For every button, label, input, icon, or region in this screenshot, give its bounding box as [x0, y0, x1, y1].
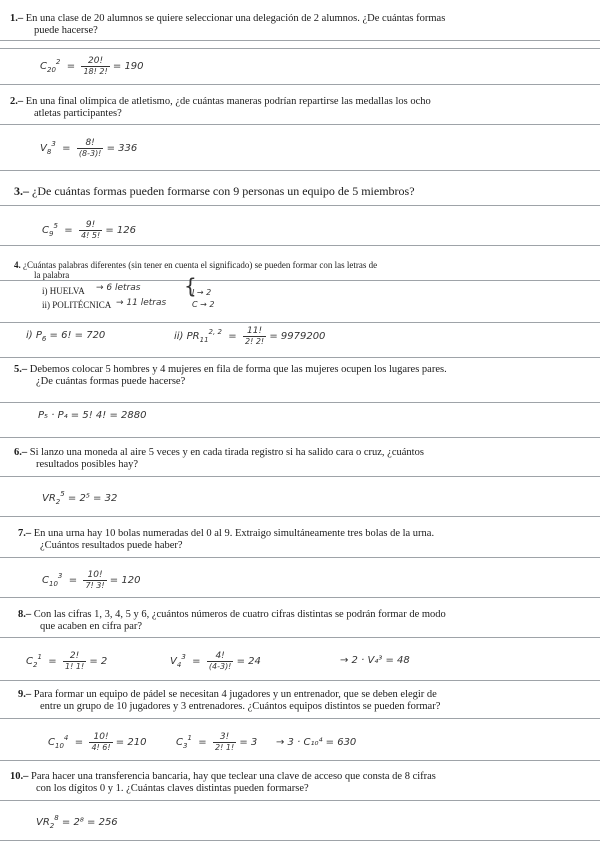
question-text: Con las cifras 1, 3, 4, 5 y 6, ¿cuántos números de cuatro cifras distintas se podrán formar de modo: [33, 609, 446, 620]
question-text-cont: con los dígitos 0 y 1. ¿Cuántas claves distintas pueden formarse?: [36, 783, 309, 794]
question-number: 5.–: [14, 364, 28, 375]
answer-3: $C_9^5$ = $\frac{9!}{4! 5!}$ = 126: [42, 220, 136, 240]
fraction: [243, 326, 266, 346]
numerator: 9!: [79, 220, 102, 231]
superscript: 2, 2: [208, 328, 222, 336]
question-text: ¿De cuántas formas pueden formarse con 9 personas un equipo de 5 miembros?: [32, 184, 415, 198]
question-6: [14, 447, 594, 471]
question-text-cont: ¿De cuántas formas puede hacerse?: [36, 376, 186, 387]
brace-icon: {: [184, 274, 197, 298]
answer-4-part-i: [26, 330, 105, 343]
question-text: Debemos colocar 5 hombres y 4 mujeres en fila de forma que las mujeres ocupen los lugares pares.: [29, 364, 447, 375]
answer-4-part-ii: ii) $PR_{11}^{2, 2}$ = $\frac{11!}{2! 2!}$ = 9979200: [174, 326, 326, 346]
question-number: 3.–: [14, 184, 29, 198]
answer-10: [36, 814, 118, 830]
combination-symbol: C: [40, 61, 47, 72]
subscript: 2: [49, 822, 55, 830]
question-text: En una clase de 20 alumnos se quiere seleccionar una delegación de 2 alumnos. ¿De cuántas formas: [25, 13, 446, 24]
question-10: [10, 771, 595, 795]
answer-8-variation: $V_4^3$ = $\frac{4!}{(4-3)!}$ = 24: [170, 651, 261, 671]
answer-9-final: [276, 737, 356, 748]
ruled-line: [0, 597, 600, 598]
denominator: (8-3)!: [78, 149, 102, 158]
fraction: [79, 220, 102, 240]
item-label: i) HUELVA: [42, 286, 85, 296]
question-4: [14, 260, 594, 280]
question-4-item-1: [42, 286, 85, 296]
answer-9-combination-coaches: $C_3^1$ = $\frac{3!}{2! 1!}$ = 3: [176, 732, 258, 752]
subscript: 3: [182, 742, 188, 750]
combination-symbol: C: [26, 656, 33, 667]
subscript: 8: [46, 148, 52, 156]
ruled-line: [0, 205, 600, 206]
combination-symbol: C: [42, 575, 49, 586]
question-text: En una final olímpica de atletismo, ¿de cuántas maneras podrían repartirse las medallas los ocho: [25, 96, 431, 107]
ruled-line: [0, 245, 600, 246]
result: = 2⁵ = 32: [67, 493, 118, 504]
ruled-line: [0, 322, 600, 323]
ruled-line: [0, 170, 600, 171]
letter-count: → 6 letras: [96, 283, 141, 293]
numerator: 10!: [83, 570, 106, 581]
result: = 126: [105, 225, 136, 236]
repeated-letter: I → 2: [192, 288, 212, 297]
repeated-letter: C → 2: [192, 300, 215, 309]
ruled-line: [0, 637, 600, 638]
subscript: 9: [48, 230, 54, 238]
question-8: [18, 609, 598, 633]
combination-symbol: C: [48, 737, 55, 748]
fraction: [63, 651, 86, 671]
denominator: (4-3)!: [208, 662, 232, 671]
superscript: 4: [63, 734, 69, 742]
subscript: 20: [46, 66, 56, 74]
numerator: 11!: [243, 326, 266, 337]
question-text-cont: puede hacerse?: [34, 25, 98, 36]
question-3: [14, 184, 594, 198]
superscript: 8: [54, 814, 59, 822]
ruled-line: [0, 280, 600, 281]
answer-7: $C_{10}^3$ = $\frac{10!}{7! 3!}$ = 120: [42, 570, 141, 590]
superscript: 3: [181, 653, 186, 661]
ruled-line: [0, 48, 600, 49]
question-text-cont: la palabra: [34, 270, 70, 280]
question-number: 4.: [14, 260, 21, 270]
answer-6: [42, 490, 117, 506]
numerator: 8!: [77, 138, 104, 149]
question-number: 9.–: [18, 689, 32, 700]
result: → 3 · C₁₀⁴ = 630: [276, 737, 357, 748]
result: = 6! = 720: [49, 330, 106, 341]
denominator: 2! 1!: [215, 743, 235, 752]
numerator: 10!: [89, 732, 112, 743]
result: = 3: [239, 737, 258, 748]
ruled-line: [0, 476, 600, 477]
question-number: 1.–: [10, 13, 24, 24]
fraction: [207, 651, 234, 671]
fraction: [77, 138, 104, 158]
numerator: 2!: [63, 651, 86, 662]
denominator: 1! 1!: [65, 662, 85, 671]
ruled-line: [0, 84, 600, 85]
fraction: [89, 732, 112, 752]
result: = 120: [109, 575, 141, 586]
denominator: 4! 6!: [91, 743, 111, 752]
item-label: ii) POLITÉCNICA: [42, 300, 112, 310]
question-1: [10, 13, 590, 37]
answer-5: [38, 410, 146, 421]
numerator: 3!: [213, 732, 236, 743]
result: = 190: [112, 61, 144, 72]
variation-symbol: V: [170, 656, 177, 667]
question-number: 10.–: [10, 771, 29, 782]
question-text: ¿Cuántas palabras diferentes (sin tener en cuenta el significado) se pueden formar con las letras de: [23, 260, 378, 270]
question-text: Para hacer una transferencia bancaria, hay que teclear una clave de acceso que consta de 8 cifras: [31, 771, 436, 782]
denominator: 18! 2!: [83, 67, 108, 76]
answer-4-letters-2: [116, 298, 166, 308]
subscript: 4: [176, 661, 182, 669]
question-number: 8.–: [18, 609, 32, 620]
ruled-line: [0, 402, 600, 403]
superscript: 3: [51, 140, 56, 148]
superscript: 1: [37, 653, 42, 661]
ruled-line: [0, 718, 600, 719]
fraction: [83, 570, 106, 590]
ruled-line: [0, 516, 600, 517]
result: = 210: [115, 737, 147, 748]
result: = 24: [236, 656, 261, 667]
denominator: 2! 2!: [245, 337, 265, 346]
subscript: 10: [48, 580, 58, 588]
answer-2: $V_8^3$ = $\frac{8!}{(8-3)!}$ = 336: [40, 138, 138, 158]
question-text-cont: ¿Cuántos resultados puede haber?: [40, 540, 183, 551]
answer-8-final: [340, 655, 410, 666]
superscript: 2: [55, 58, 61, 66]
permutation-rep-symbol: ii) PR: [174, 331, 200, 342]
answer-4-letters-1: [96, 283, 140, 293]
question-number: 6.–: [14, 447, 28, 458]
subscript: 10: [54, 742, 64, 750]
result: → 2 · V₄³ = 48: [340, 655, 410, 666]
ruled-line: [0, 124, 600, 125]
variation-symbol: V: [40, 143, 47, 154]
question-4-item-2: [42, 300, 111, 310]
variation-rep-symbol: VR: [36, 817, 50, 828]
result: = 2: [89, 656, 108, 667]
denominator: 7! 3!: [85, 581, 105, 590]
question-text: Para formar un equipo de pádel se necesitan 4 jugadores y un entrenador, que se deben elegir de: [33, 689, 437, 700]
numerator: 4!: [207, 651, 234, 662]
fraction: [81, 56, 109, 76]
question-5: [14, 364, 594, 388]
question-7: [18, 528, 598, 552]
subscript: 11: [199, 336, 209, 344]
result: = 9979200: [269, 331, 326, 342]
ruled-line: [0, 437, 600, 438]
combination-symbol: C: [42, 225, 49, 236]
result: P₅ · P₄ = 5! 4! = 2880: [38, 410, 147, 421]
superscript: 5: [60, 490, 65, 498]
superscript: 1: [187, 734, 192, 742]
variation-rep-symbol: VR: [42, 493, 56, 504]
subscript: 6: [41, 335, 47, 343]
question-2: [10, 96, 590, 120]
question-number: 7.–: [18, 528, 32, 539]
ruled-line: [0, 357, 600, 358]
superscript: 5: [53, 222, 58, 230]
subscript: 2: [32, 661, 38, 669]
combination-symbol: C: [176, 737, 183, 748]
permutation-symbol: i) P: [26, 330, 42, 341]
question-text-cont: atletas participantes?: [34, 108, 122, 119]
result: = 336: [106, 143, 138, 154]
question-9: [18, 689, 598, 713]
answer-8-combination: $C_2^1$ = $\frac{2!}{1! 1!}$ = 2: [26, 651, 108, 671]
question-text: Si lanzo una moneda al aire 5 veces y en cada tirada registro si ha salido cara o cruz, ¿cuántos: [29, 447, 424, 458]
answer-1: $C_{20}^2$ = $\frac{20!}{18! 2!}$ = 190: [40, 56, 144, 76]
ruled-line: [0, 557, 600, 558]
question-number: 2.–: [10, 96, 24, 107]
letter-count: → 11 letras: [116, 298, 167, 308]
question-text-cont: entre un grupo de 10 jugadores y 3 entrenadores. ¿Cuántos equipos distintos se pueden formar?: [40, 701, 441, 712]
fraction: [213, 732, 236, 752]
question-text-cont: que acaben en cifra par?: [40, 621, 143, 632]
ruled-line: [0, 680, 600, 681]
question-text: En una urna hay 10 bolas numeradas del 0 al 9. Extraigo simultáneamente tres bolas de la urna.: [33, 528, 435, 539]
ruled-line: [0, 840, 600, 841]
result: = 2⁸ = 256: [61, 817, 118, 828]
denominator: 4! 5!: [81, 231, 101, 240]
subscript: 2: [55, 498, 61, 506]
numerator: 20!: [81, 56, 109, 67]
ruled-line: [0, 40, 600, 41]
ruled-line: [0, 800, 600, 801]
superscript: 3: [57, 572, 63, 580]
answer-9-combination-players: $C_{10}^4$ = $\frac{10!}{4! 6!}$ = 210: [48, 732, 147, 752]
ruled-line: [0, 760, 600, 761]
question-text-cont: resultados posibles hay?: [36, 459, 139, 470]
